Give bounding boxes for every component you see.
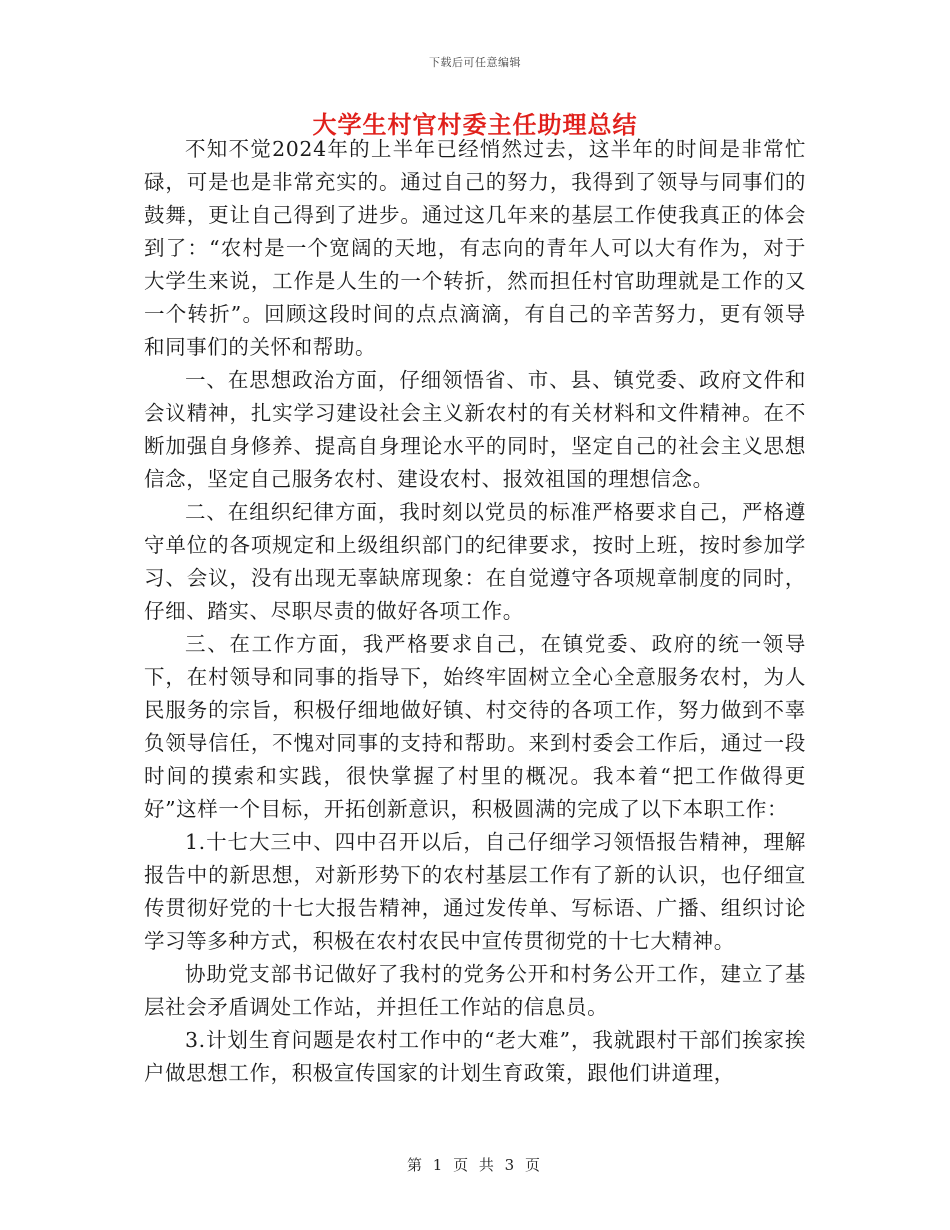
- page-header-note: 下载后可任意编辑: [429, 56, 521, 69]
- paragraph-discipline: 二、在组织纪律方面，我时刻以党员的标准严格要求自己，严格遵守单位的各项规定和上级组织部门的纪律要求，按时上班，按时参加学习、会议，没有出现无辜缺席现象：在自觉遵守各项规章制度的同时，仔细、踏实、尽职尽责的做好各项工作。: [144, 500, 806, 623]
- paragraph-item-1: 1.十七大三中、四中召开以后，自己仔细学习领悟报告精神，理解报告中的新思想，对新形势下的农村基层工作有了新的认识，也仔细宣传贯彻好党的十七大报告精神，通过发传单、写标语、广播、组织讨论学习等多种方式，积极在农村农民中宣传贯彻党的十七大精神。: [144, 830, 806, 953]
- paragraph-item-3: 3.计划生育问题是农村工作中的“老大难”，我就跟村干部们挨家挨户做思想工作，积极宣传国家的计划生育政策，跟他们讲道理，: [144, 1028, 806, 1085]
- document-title: 大学生村官村委主任助理总结: [312, 110, 638, 139]
- paragraph-work: 三、在工作方面，我严格要求自己，在镇党委、政府的统一领导下，在村领导和同事的指导下，始终牢固树立全心全意服务农村，为人民服务的宗旨，积极仔细地做好镇、村交待的各项工作，努力做到不辜负领导信任，不愧对同事的支持和帮助。来到村委会工作后，通过一段时间的摸索和实践，很快掌握了村里的概况。我本着“把工作做得更好”这样一个目标，开拓创新意识，积极圆满的完成了以下本职工作：: [144, 632, 806, 821]
- document-body: [144, 133, 806, 1090]
- paragraph-ideology: 一、在思想政治方面，仔细领悟省、市、县、镇党委、政府文件和会议精神，扎实学习建设社会主义新农村的有关材料和文件精神。在不断加强自身修养、提高自身理论水平的同时，坚定自己的社会主义思想信念，坚定自己服务农村、建设农村、报效祖国的理想信念。: [144, 368, 806, 491]
- paragraph-item-2: 协助党支部书记做好了我村的党务公开和村务公开工作，建立了基层社会矛盾调处工作站，并担任工作站的信息员。: [144, 962, 806, 1019]
- paragraph-intro: 不知不觉2024年的上半年已经悄然过去，这半年的时间是非常忙碌，可是也是非常充实的。通过自己的努力，我得到了领导与同事们的鼓舞，更让自己得到了进步。通过这几年来的基层工作使我真正的体会到了：“农村是一个宽阔的天地，有志向的青年人可以大有作为，对于大学生来说，工作是人生的一个转折，然而担任村官助理就是工作的又一个转折”。回顾这段时间的点点滴滴，有自己的辛苦努力，更有领导和同事们的关怀和帮助。: [144, 137, 806, 359]
- page-number-footer: 第 1 页 共 3 页: [407, 1156, 543, 1174]
